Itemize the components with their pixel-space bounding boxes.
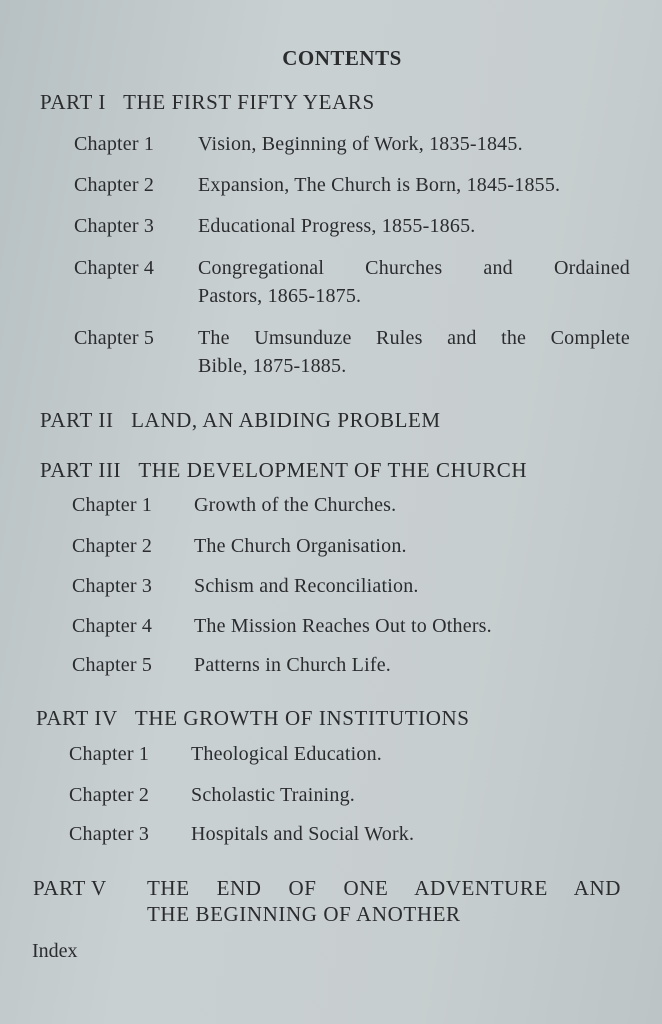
chapter-title-cont: Bible, 1875-1885. — [198, 355, 347, 377]
chapter-entry — [69, 784, 629, 810]
part-label: PART V — [33, 876, 107, 900]
chapter-title: Patterns in Church Life. — [194, 654, 391, 676]
chapter-title: Vision, Beginning of Work, 1835-1845. — [198, 133, 523, 155]
chapter-label: Chapter 4 — [74, 257, 155, 279]
chapter-entry — [69, 743, 629, 769]
chapter-title: The Umsunduze Rules and the Complete — [198, 327, 630, 349]
chapter-entry — [72, 654, 632, 680]
part-heading-3 — [40, 458, 527, 483]
chapter-entry — [72, 575, 632, 601]
part-heading-4 — [36, 706, 470, 731]
chapter-title: Expansion, The Church is Born, 1845-1855. — [198, 174, 561, 196]
part-label: PART IV — [36, 706, 118, 730]
part-title: THE FIRST FIFTY YEARS — [123, 90, 375, 114]
chapter-label: Chapter 1 — [69, 743, 150, 765]
chapter-entry — [74, 257, 634, 313]
index-entry: Index — [32, 940, 78, 962]
part-heading-5 — [33, 876, 633, 932]
chapter-entry — [74, 133, 634, 159]
chapter-title: Schism and Reconciliation. — [194, 575, 419, 597]
chapter-entry — [72, 494, 632, 520]
part-title: LAND, AN ABIDING PROBLEM — [131, 408, 441, 432]
chapter-label: Chapter 5 — [74, 327, 155, 349]
chapter-title-cont: Pastors, 1865-1875. — [198, 285, 362, 307]
chapter-label: Chapter 3 — [72, 575, 153, 597]
chapter-entry — [69, 823, 629, 849]
chapter-entry — [72, 615, 632, 641]
part-label: PART II — [40, 408, 114, 432]
chapter-label: Chapter 4 — [72, 615, 153, 637]
chapter-label: Chapter 3 — [69, 823, 150, 845]
chapter-entry — [74, 174, 634, 200]
chapter-entry — [74, 327, 634, 383]
chapter-title: Hospitals and Social Work. — [191, 823, 415, 845]
part-heading-2 — [40, 408, 441, 433]
chapter-label: Chapter 2 — [74, 174, 155, 196]
chapter-title: The Church Organisation. — [194, 535, 407, 557]
chapter-label: Chapter 1 — [72, 494, 153, 516]
chapter-title: The Mission Reaches Out to Others. — [194, 615, 492, 637]
chapter-entry — [72, 535, 632, 561]
part-heading-1 — [40, 90, 375, 115]
part-title: THE DEVELOPMENT OF THE CHURCH — [138, 458, 528, 482]
part-title: THE END OF ONE ADVENTURE AND — [147, 876, 621, 900]
chapter-entry — [74, 215, 634, 241]
part-title: THE GROWTH OF INSTITUTIONS — [134, 706, 470, 730]
chapter-title: Congregational Churches and Ordained — [198, 257, 630, 279]
chapter-label: Chapter 1 — [74, 133, 155, 155]
chapter-title: Scholastic Training. — [191, 784, 356, 806]
page-title: CONTENTS — [282, 46, 402, 70]
part-title-cont: THE BEGINNING OF ANOTHER — [147, 902, 461, 926]
chapter-label: Chapter 2 — [69, 784, 150, 806]
chapter-label: Chapter 3 — [74, 215, 155, 237]
part-label: PART I — [40, 90, 106, 114]
chapter-title: Educational Progress, 1855-1865. — [198, 215, 476, 237]
chapter-label: Chapter 2 — [72, 535, 153, 557]
chapter-title: Growth of the Churches. — [194, 494, 397, 516]
chapter-label: Chapter 5 — [72, 654, 153, 676]
part-label: PART III — [40, 458, 122, 482]
chapter-title: Theological Education. — [191, 743, 383, 765]
